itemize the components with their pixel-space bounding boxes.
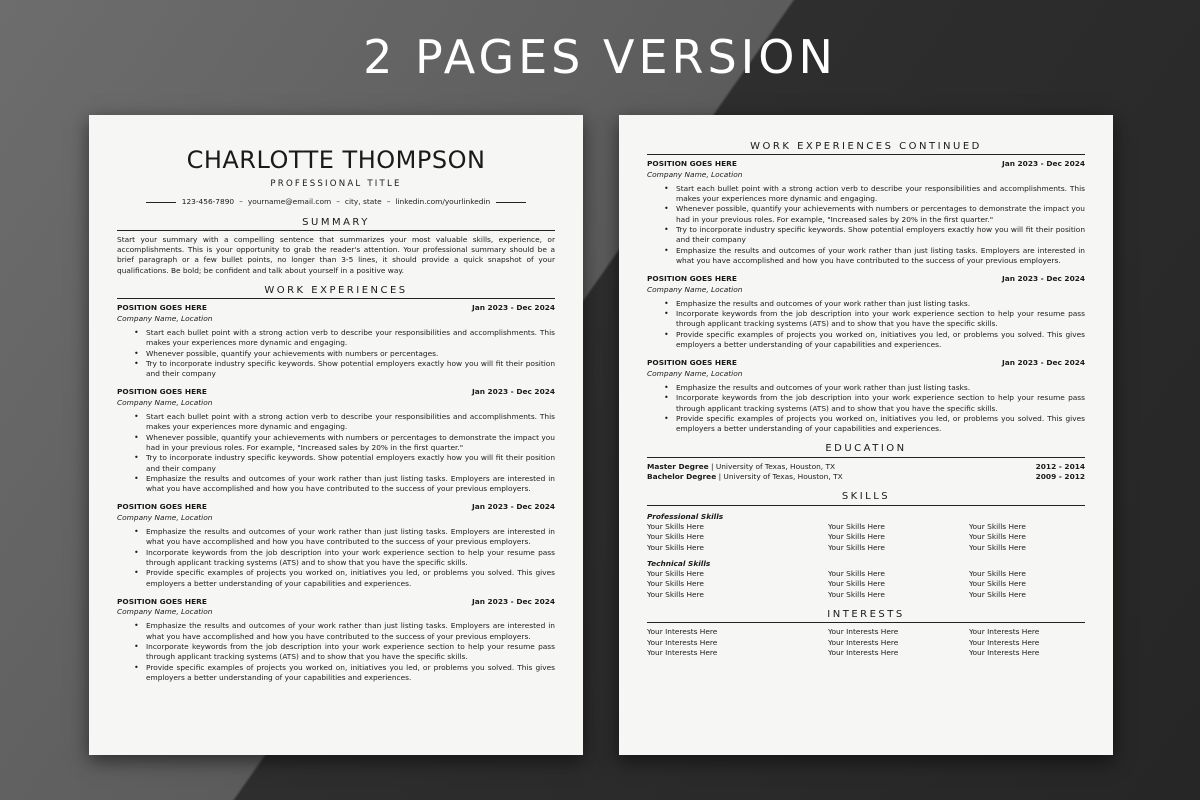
job-bullets — [647, 299, 1085, 350]
interests-heading: INTERESTS — [647, 610, 1085, 623]
skill-category-label: Technical Skills — [647, 558, 711, 568]
job-bullet: • Provide specific examples of projects you worked on, initiatives you led, or problems you solved. This gives employers a better understanding of your capabilities and experiences. — [664, 414, 1085, 435]
job-company: Company Name, Location — [647, 169, 743, 179]
job-dates: Jan 2023 - Dec 2024 — [471, 303, 555, 313]
job-company: Company Name, Location — [647, 368, 743, 378]
skill-item: Your Skills Here — [969, 542, 1026, 552]
job-bullet: • Emphasize the results and outcomes of your work rather than just listing tasks. Employers are interested in what you have accomplished and how you have contributed to the success of your previous employers. — [664, 246, 1085, 267]
job-list — [647, 159, 1085, 434]
resume-page-2 — [619, 115, 1113, 755]
interest-item: Your Interests Here — [828, 647, 899, 657]
education-years: 2012 - 2014 — [1035, 461, 1085, 471]
job-position: POSITION GOES HERE — [647, 358, 737, 368]
job-entry — [117, 387, 555, 494]
candidate-name: CHARLOTTE THOMPSON — [186, 146, 486, 174]
skill-category-label: Professional Skills — [647, 511, 724, 521]
job-bullet: • Start each bullet point with a strong action verb to describe your responsibilities and accomplishments. This makes your experiences more dynamic and engaging. — [134, 412, 555, 433]
job-bullet: • Start each bullet point with a strong action verb to describe your responsibilities and accomplishments. This makes your experiences more dynamic and engaging. — [134, 328, 555, 349]
job-company: Company Name, Location — [117, 313, 213, 323]
interest-item: Your Interests Here — [647, 637, 718, 647]
contact-separator: – — [336, 197, 340, 207]
contact-phone: 123-456-7890 — [181, 197, 235, 207]
interests-grid — [647, 627, 1085, 658]
skill-item: Your Skills Here — [828, 542, 885, 552]
job-entry — [647, 159, 1085, 266]
contact-separator: – — [386, 197, 391, 207]
job-position: POSITION GOES HERE — [117, 387, 207, 397]
skill-item: Your Skills Here — [828, 521, 885, 531]
job-bullet: • Try to incorporate industry specific keywords. Show potential employers exactly how you will fit their position and their company — [134, 453, 555, 474]
job-bullet: • Provide specific examples of projects you worked on, initiatives you led, or problems you solved. This gives employers a better understanding of your capabilities and experiences. — [134, 663, 555, 684]
contact-location: city, state — [344, 197, 382, 207]
job-entry — [117, 303, 555, 379]
job-dates: Jan 2023 - Dec 2024 — [471, 387, 555, 397]
job-dates: Jan 2023 - Dec 2024 — [471, 596, 555, 606]
job-bullet: • Incorporate keywords from the job description into your work experience section to help your resume pass through applicant tracking systems (ATS) and to show that you have the specific skills. — [664, 393, 1085, 414]
interest-item: Your Interests Here — [828, 637, 899, 647]
education-school: University of Texas, Houston, TX — [723, 472, 843, 482]
summary-heading: SUMMARY — [117, 218, 555, 231]
job-bullet: • Whenever possible, quantify your achievements with numbers or percentages. — [134, 349, 555, 359]
skills-heading: SKILLS — [647, 492, 1085, 505]
skill-item: Your Skills Here — [647, 589, 704, 599]
education-row — [647, 462, 1085, 472]
work-experiences-continued-heading: WORK EXPERIENCES CONTINUED — [647, 142, 1085, 155]
job-bullets — [117, 412, 555, 494]
contact-rule-left — [146, 202, 176, 203]
professional-title: PROFESSIONAL TITLE — [270, 179, 402, 189]
skill-item: Your Skills Here — [828, 532, 885, 542]
job-entry — [117, 502, 555, 588]
skill-item: Your Skills Here — [647, 569, 704, 579]
job-bullets — [117, 328, 555, 379]
education-years: 2009 - 2012 — [1035, 472, 1085, 482]
interest-item: Your Interests Here — [828, 627, 899, 637]
interest-item: Your Interests Here — [647, 627, 718, 637]
job-company: Company Name, Location — [117, 607, 213, 617]
job-entry — [117, 597, 555, 683]
job-bullet: • Emphasize the results and outcomes of your work rather than just listing tasks. Employers are interested in what you have accomplished and how you have contributed to the success of your previous employers. — [134, 474, 555, 495]
skill-item: Your Skills Here — [647, 532, 704, 542]
job-dates: Jan 2023 - Dec 2024 — [1001, 358, 1085, 368]
education-separator: | — [708, 461, 716, 471]
skill-item: Your Skills Here — [647, 579, 704, 589]
job-bullets — [647, 383, 1085, 434]
job-dates: Jan 2023 - Dec 2024 — [1001, 274, 1085, 284]
job-dates: Jan 2023 - Dec 2024 — [471, 502, 555, 512]
education-school: University of Texas, Houston, TX — [715, 461, 836, 471]
resume-page-1 — [89, 115, 583, 755]
job-bullet: • Provide specific examples of projects you worked on, initiatives you led, or problems you solved. This gives employers a better understanding of your capabilities and experiences. — [664, 330, 1085, 351]
education-heading: EDUCATION — [647, 444, 1085, 457]
job-position: POSITION GOES HERE — [117, 303, 207, 313]
skill-item: Your Skills Here — [969, 579, 1026, 589]
work-experiences-heading: WORK EXPERIENCES — [117, 286, 555, 299]
interest-item: Your Interests Here — [969, 627, 1040, 637]
skill-grid — [647, 522, 1085, 553]
skill-item: Your Skills Here — [647, 542, 704, 552]
skill-item: Your Skills Here — [828, 589, 885, 599]
contact-line — [117, 197, 555, 207]
skill-item: Your Skills Here — [828, 569, 885, 579]
education-degree: Master Degree — [647, 461, 709, 471]
job-company: Company Name, Location — [647, 284, 743, 294]
summary-text: Start your summary with a compelling sentence that summarizes your most valuable skills, experience, or accomplishments. This is your opportunity to grab the reader's attention. Your professional summary should be a brief paragraph or a few bullet points, no longer than 3-5 lines, it should provide a quick snapshot of your qualifications. Be bold; be confident and talk about yourself in a positive way. — [117, 234, 555, 275]
job-bullet: • Emphasize the results and outcomes of your work rather than just listing tasks. Employers are interested in what you have accomplished and how you have contributed to the success of your previous employers. — [134, 527, 555, 548]
job-entry — [647, 274, 1085, 350]
job-bullet: • Try to incorporate industry specific keywords. Show potential employers exactly how you will fit their position and their company — [134, 359, 555, 380]
job-position: POSITION GOES HERE — [647, 274, 737, 284]
job-bullet: • Whenever possible, quantify your achievements with numbers or percentages to demonstrate the impact you had in your previous roles. For example, "Increased sales by 20% in the first quarter." — [664, 204, 1085, 225]
job-bullet: • Incorporate keywords from the job description into your work experience section to help your resume pass through applicant tracking systems (ATS) and to show that you have the specific skills. — [664, 309, 1085, 330]
job-bullet: • Provide specific examples of projects you worked on, initiatives you led, or problems you solved. This gives employers a better understanding of your capabilities and experiences. — [134, 568, 555, 589]
job-bullets — [117, 527, 555, 589]
job-bullet: • Start each bullet point with a strong action verb to describe your responsibilities and accomplishments. This makes your experiences more dynamic and engaging. — [664, 184, 1085, 205]
skill-item: Your Skills Here — [828, 579, 885, 589]
contact-linkedin: linkedin.com/yourlinkedin — [395, 197, 491, 207]
job-position: POSITION GOES HERE — [647, 159, 737, 169]
contact-rule-right — [496, 202, 526, 203]
job-bullet: • Incorporate keywords from the job description into your work experience section to help your resume pass through applicant tracking systems (ATS) and to show that you have the specific skills. — [134, 642, 555, 663]
job-bullet: • Emphasize the results and outcomes of your work rather than just listing tasks. — [664, 383, 1085, 393]
contact-separator: – — [239, 197, 243, 207]
education-degree: Bachelor Degree — [647, 472, 717, 482]
skill-item: Your Skills Here — [969, 532, 1026, 542]
skill-item: Your Skills Here — [969, 589, 1026, 599]
education-row — [647, 472, 1085, 482]
job-company: Company Name, Location — [117, 512, 213, 522]
job-bullet: • Emphasize the results and outcomes of your work rather than just listing tasks. — [664, 299, 1085, 309]
job-position: POSITION GOES HERE — [117, 596, 207, 606]
interest-item: Your Interests Here — [647, 647, 718, 657]
job-list — [117, 303, 555, 683]
contact-email: yourname@email.com — [247, 197, 332, 207]
job-dates: Jan 2023 - Dec 2024 — [1001, 159, 1085, 169]
skill-grid — [647, 569, 1085, 600]
skill-item: Your Skills Here — [969, 569, 1026, 579]
skill-item: Your Skills Here — [647, 521, 704, 531]
job-position: POSITION GOES HERE — [117, 502, 207, 512]
job-bullets — [647, 184, 1085, 266]
skill-item: Your Skills Here — [969, 521, 1026, 531]
job-company: Company Name, Location — [117, 397, 213, 407]
job-bullet: • Incorporate keywords from the job description into your work experience section to help your resume pass through applicant tracking systems (ATS) and to show that you have the specific skills. — [134, 548, 555, 569]
job-bullet: • Emphasize the results and outcomes of your work rather than just listing tasks. Employers are interested in what you have accomplished and how you have contributed to the success of your previous employers. — [134, 621, 555, 642]
education-separator: | — [716, 472, 724, 482]
job-bullets — [117, 621, 555, 683]
interest-item: Your Interests Here — [969, 647, 1040, 657]
job-bullet: • Whenever possible, quantify your achievements with numbers or percentages to demonstrate the impact you had in your previous roles. For example, "Increased sales by 20% in the first quarter." — [134, 433, 555, 454]
banner-title: 2 PAGES VERSION — [363, 30, 837, 84]
job-bullet: • Try to incorporate industry specific keywords. Show potential employers exactly how you will fit their position and their company — [664, 225, 1085, 246]
interest-item: Your Interests Here — [969, 637, 1040, 647]
job-entry — [647, 358, 1085, 434]
